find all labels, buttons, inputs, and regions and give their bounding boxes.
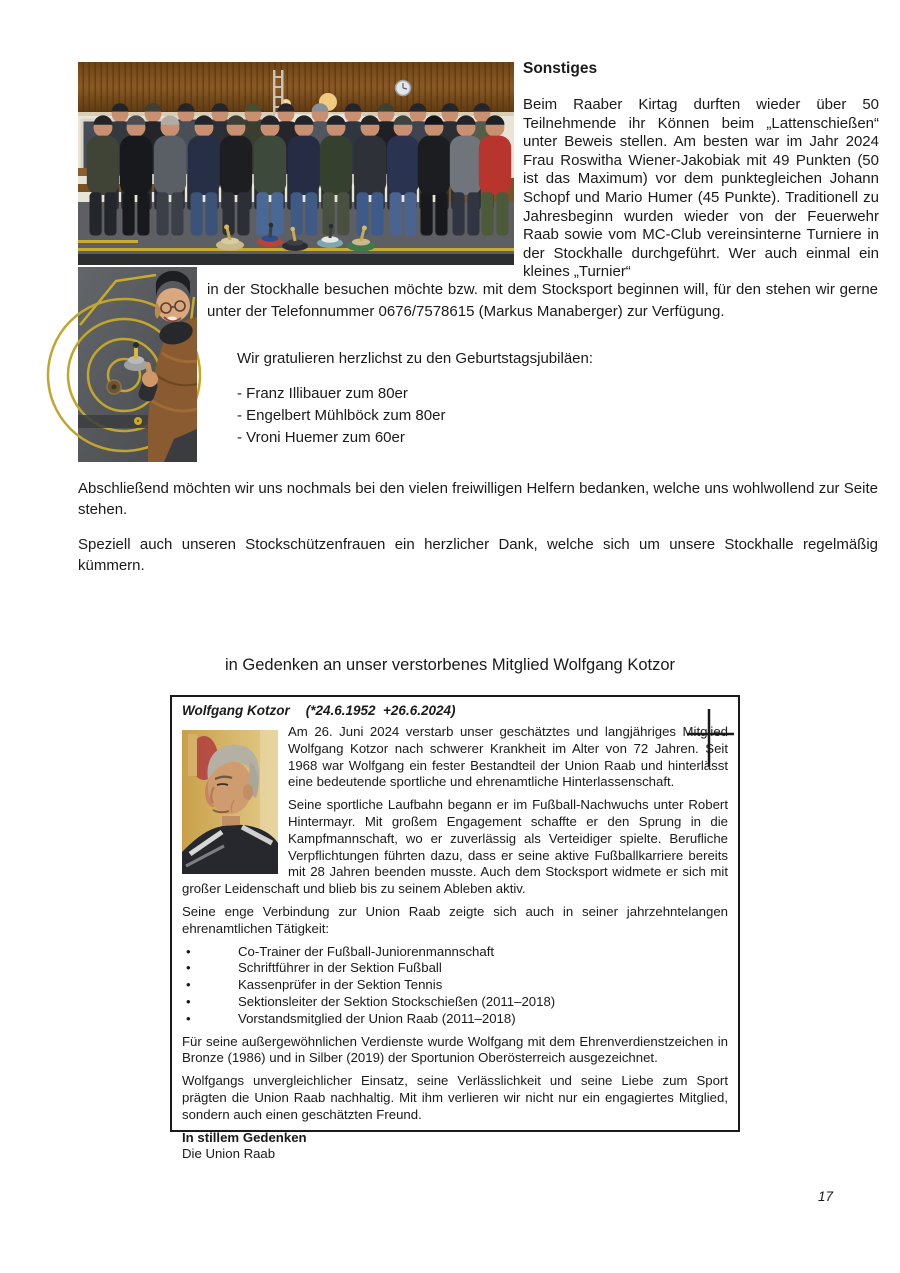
sonstiges-heading: Sonstiges bbox=[523, 60, 598, 77]
memorial-bullet-list bbox=[182, 944, 728, 1028]
selfie-illustration bbox=[78, 267, 197, 462]
memorial-dates: (*24.6.1952 +26.6.2024) bbox=[305, 703, 456, 718]
memorial-box bbox=[170, 695, 740, 1162]
birthday-item: - Engelbert Mühlböck zum 80er bbox=[237, 407, 446, 424]
thanks-paragraph-1: Abschließend möchten wir uns nochmals bei den vielen freiwilligen Helfern bedanken, welche uns wohlwollend zur Seite stehen. bbox=[78, 480, 878, 518]
sonstiges-column-paragraph: Beim Raaber Kirtag durften wieder über 50 Teilnehmende ihr Können beim „Lattenschießen“ unter Beweis stellen. Am besten war im Jahr 2024 Frau Roswitha Wiener-Jakobiak mit 49 Punkten (50 ist das Maximum) vor dem punktegleichen Johann Schopf und Mario Humer (45 Punkte). Traditionell zu Jahresbeginn wurden wieder von der Feuerwehr Raab sowie vom MC-Club vereinsinterne Turniere in der Stockhalle durchgeführt. Wer auch einmal ein kleines „Turnier“ bbox=[523, 96, 879, 281]
memorial-box-header bbox=[182, 703, 728, 718]
birthday-item: - Vroni Huemer zum 60er bbox=[237, 429, 405, 446]
latin-cross-icon bbox=[686, 707, 736, 769]
sonstiges-section bbox=[523, 60, 879, 282]
birthdays-section bbox=[237, 348, 757, 449]
memorial-closing: Die Union Raab bbox=[182, 1146, 276, 1162]
bullet-item: • Co-Trainer der Fußball-Juniorenmannschaft bbox=[186, 943, 495, 959]
memorial-paragraph-3: Seine enge Verbindung zur Union Raab zeigte sich auch in seiner jahrzehntelangen ehrenamtlichen Tätigkeit: bbox=[182, 903, 728, 936]
bullet-item: • Schriftführer in der Sektion Fußball bbox=[186, 960, 442, 976]
stockhalle-selfie-photo bbox=[78, 267, 197, 462]
memorial-paragraph-4: Für seine außergewöhnlichen Verdienste wurde Wolfgang mit dem Ehrenverdienstzeichen in Bronze (1986) und in Silber (2019) der Sportunion Oberösterreich ausgezeichnet. bbox=[182, 1033, 728, 1066]
memorial-paragraph-5: Wolfgangs unvergleichlicher Einsatz, seine Verlässlichkeit und seine Liebe zum Sport prägten die Union Raab nachhaltig. Mit ihm verlieren wir nicht nur ein engagiertes Mitglied, sondern auch einen geschätzten Freund. bbox=[182, 1073, 728, 1122]
thanks-paragraph-2: Speziell auch unseren Stockschützenfrauen ein herzlicher Dank, welche sich um unsere Stockhalle regelmäßig kümmern. bbox=[78, 536, 878, 574]
bullet-item: • Vorstandsmitglied der Union Raab (2011–2018) bbox=[186, 1010, 516, 1026]
page-number: 17 bbox=[818, 1189, 834, 1204]
birthday-item: - Franz Illibauer zum 80er bbox=[237, 385, 408, 402]
bullet-item: • Sektionsleiter der Sektion Stockschießen (2011–2018) bbox=[186, 993, 556, 1009]
memorial-closing-bold: In stillem Gedenken bbox=[182, 1129, 307, 1145]
sonstiges-continuation: in der Stockhalle besuchen möchte bzw. mit dem Stocksport beginnen will, für den stehen wir gerne unter der Telefonnummer 0676/7578615 (Markus Manaberger) zur Verfügung. bbox=[207, 281, 878, 320]
memorial-paragraph-2: Seine sportliche Laufbahn begann er im Fußball-Nachwuchs unter Robert Hintermayr. Mit großem Engagement schaffte er den Sprung in die Kampfmannschaft, wo er zuverlässig als Verteidiger spielte. Berufliche Verpflichtungen führten dazu, dass er seine aktive Fußballkarriere bereits mit 28 Jahren beenden musste. Auch dem Stocksport widmete er sich mit großer Leidenschaft und blieb bis zu seinem Ableben aktiv. bbox=[182, 797, 728, 897]
memorial-title: in Gedenken an unser verstorbenes Mitglied Wolfgang Kotzor bbox=[224, 656, 676, 674]
portrait-photo bbox=[182, 730, 278, 874]
bullet-item: • Kassenprüfer in der Sektion Tennis bbox=[186, 977, 443, 993]
group-photo-illustration bbox=[78, 62, 514, 265]
memorial-paragraph-1: Am 26. Juni 2024 verstarb unser geschätztes und langjähriges Mitglied Wolfgang Kotzor nach schwerer Krankheit im Alter von 72 Jahren. Seit 1968 war Wolfgang ein fester Bestandteil der Union Raab und hinterlässt eine bedeutende sportliche und ehrenamtliche Hinterlassenschaft. bbox=[288, 724, 728, 790]
memorial-name: Wolfgang Kotzor bbox=[182, 703, 290, 718]
group-photo-stockhalle bbox=[78, 62, 514, 265]
wall-clock-icon bbox=[396, 81, 411, 96]
birthdays-intro: Wir gratulieren herzlichst zu den Geburtstagsjubiläen: bbox=[237, 350, 594, 367]
